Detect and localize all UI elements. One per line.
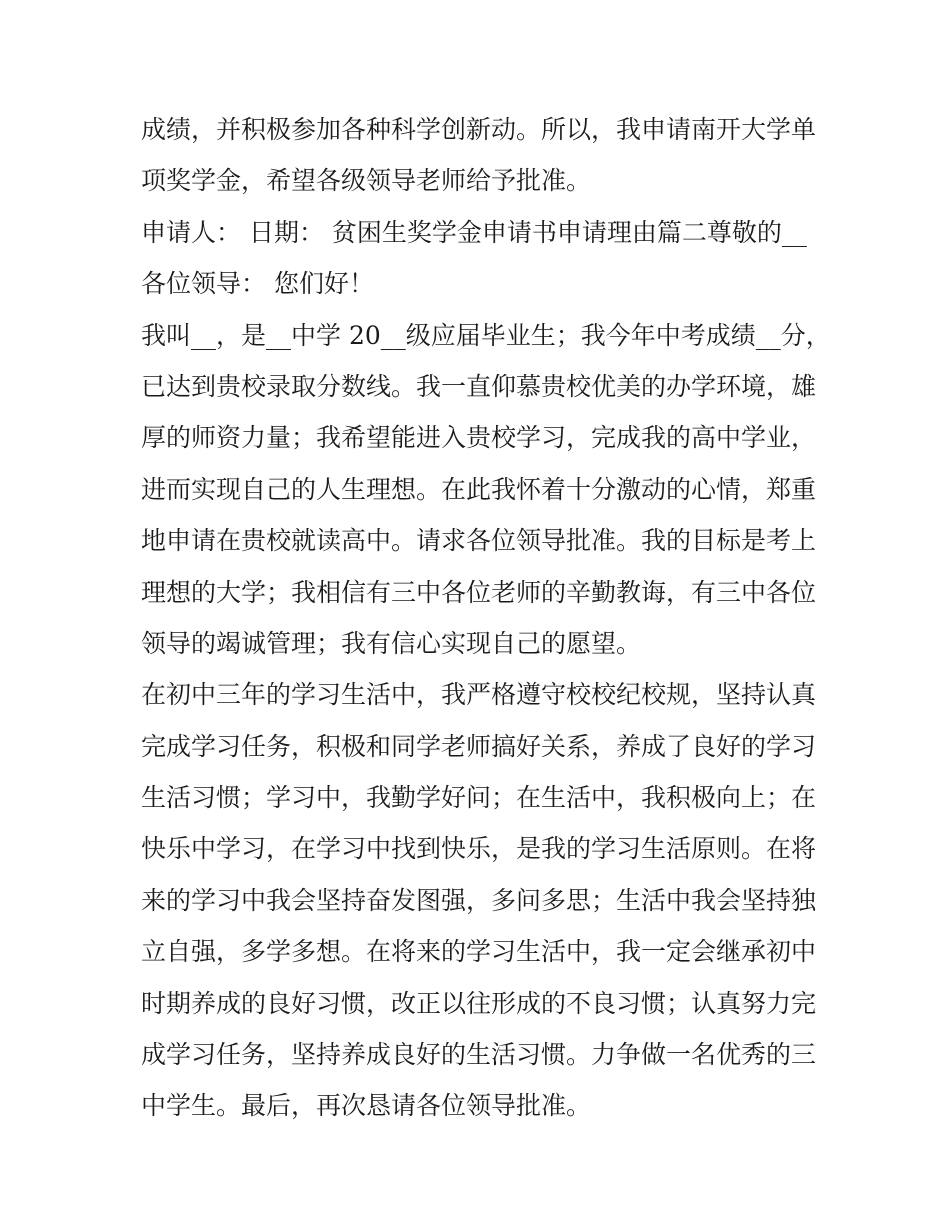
text-line: 中学生。最后，再次恳请各位领导批准。 (141, 1091, 592, 1121)
text-line: 理想的大学；我相信有三中各位老师的辛勤教诲，有三中各位 (141, 577, 817, 607)
text-line: 进而实现自己的人生理想。在此我怀着十分激动的心情，郑重 (141, 474, 817, 504)
text-line: 快乐中学习，在学习中找到快乐，是我的学习生活原则。在将 (141, 834, 817, 864)
text-line: 各位领导： 您们好！ (141, 269, 374, 299)
text-line: 在初中三年的学习生活中，我严格遵守校校纪校规，坚持认真 (141, 680, 817, 710)
text-line: 立自强，多学多想。在将来的学习生活中，我一定会继承初中 (141, 937, 817, 967)
text-line: 来的学习中我会坚持奋发图强，多问多思；生活中我会坚持独 (141, 885, 817, 915)
document-body (141, 104, 831, 1132)
text-line: 成学习任务，坚持养成良好的生活习惯。力争做一名优秀的三 (141, 1040, 817, 1070)
text-line: 项奖学金，希望各级领导老师给予批准。 (141, 166, 592, 196)
text-line: 生活习惯；学习中，我勤学好问；在生活中，我积极向上；在 (141, 783, 817, 813)
text-line: 时期养成的良好习惯，改正以往形成的不良习惯；认真努力完 (141, 988, 817, 1018)
text-line: 地申请在贵校就读高中。请求各位领导批准。我的目标是考上 (141, 526, 817, 556)
text-line: 已达到贵校录取分数线。我一直仰慕贵校优美的办学环境，雄 (141, 371, 817, 401)
text-line: 我叫__，是__中学 20__级应届毕业生；我今年中考成绩__分， (141, 320, 831, 350)
text-line: 领导的竭诚管理；我有信心实现自己的愿望。 (141, 628, 642, 658)
text-line: 成绩，并积极参加各种科学创新动。所以，我申请南开大学单 (141, 115, 817, 144)
text-line: 完成学习任务，积极和同学老师搞好关系，养成了良好的学习 (141, 731, 817, 761)
text-line: 申请人： 日期： 贫困生奖学金申请书申请理由篇二尊敬的__ (141, 217, 807, 247)
text-line: 厚的师资力量；我希望能进入贵校学习，完成我的高中学业， (141, 423, 817, 453)
